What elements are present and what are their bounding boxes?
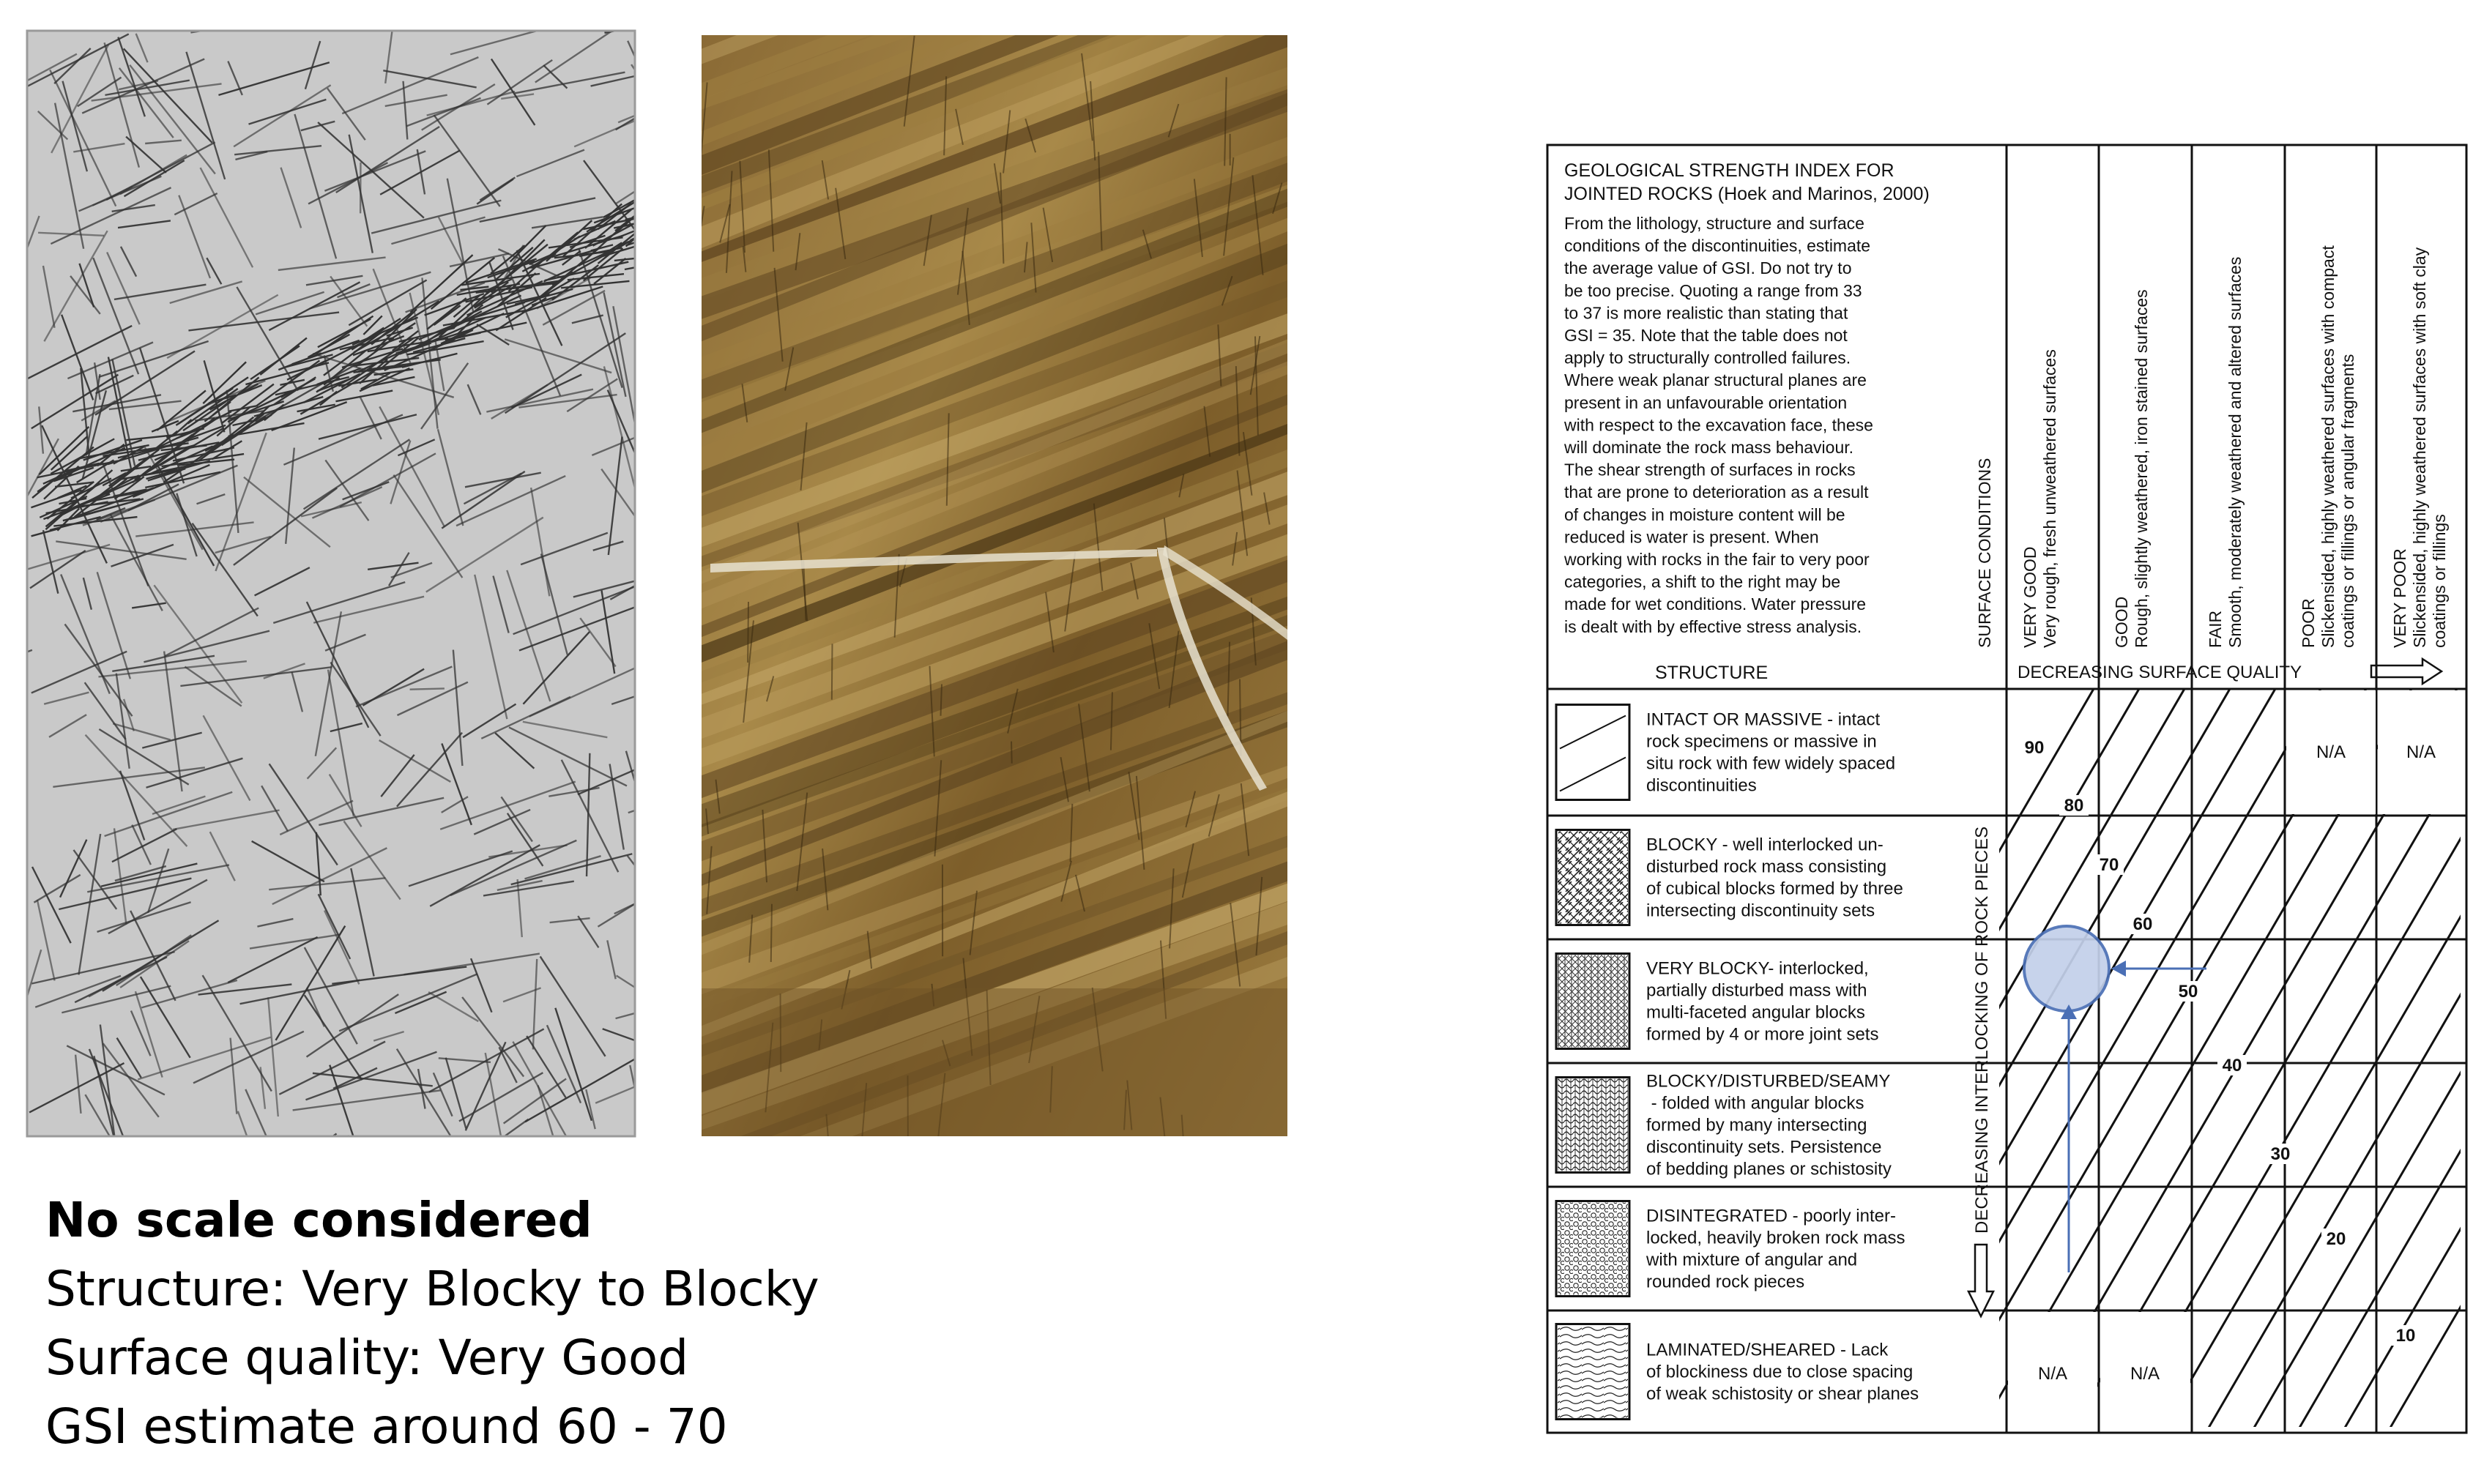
description-line: Where weak planar structural planes are	[1564, 370, 1867, 390]
very-blocky-icon	[1556, 954, 1629, 1049]
description-line: with respect to the excavation face, these	[1564, 415, 1873, 435]
surface-column-header: POORSlickensided, highly weathered surfaces with compactcoatings or fillings or angular fragments	[2299, 245, 2357, 648]
blocky-icon	[1556, 830, 1629, 925]
rock-outcrop-photo	[695, 0, 1294, 1192]
gsi-contour-label: 70	[2099, 855, 2119, 875]
observation-notes	[45, 1186, 1144, 1461]
description-line: that are prone to deterioration as a result	[1564, 482, 1869, 502]
surface-conditions-label: SURFACE CONDITIONS	[1975, 458, 1994, 648]
structure-row-text: BLOCKY - well interlocked un-disturbed rock mass consisting of cubical blocks formed by three intersecting discontinuity sets	[1646, 835, 1903, 921]
gsi-contour-label: 30	[2270, 1144, 2291, 1164]
gsi-chart	[1547, 145, 2484, 1433]
na-label-good-laminated: N/A	[2130, 1364, 2160, 1384]
description-line: the average value of GSI. Do not try to	[1564, 258, 1852, 278]
chart-title-line2: JOINTED ROCKS (Hoek and Marinos, 2000)	[1564, 184, 1930, 204]
description-line: GSI = 35. Note that the table does not	[1564, 326, 1848, 345]
surface-column-header: VERY GOODVery rough, fresh unweathered surfaces	[2020, 349, 2059, 648]
intact-massive-icon	[1556, 705, 1629, 800]
gsi-contour-label: 20	[2326, 1229, 2346, 1249]
decreasing-interlocking-label: DECREASING INTERLOCKING OF ROCK PIECES	[1972, 826, 1992, 1234]
na-label-verypoor-intact: N/A	[2406, 742, 2436, 762]
notes-surface-quality: Surface quality: Very Good	[45, 1330, 689, 1386]
description-line: made for wet conditions. Water pressure	[1564, 594, 1867, 614]
description-line: reduced is water is present. When	[1564, 527, 1819, 547]
blocky-disturbed-seamy-icon	[1556, 1078, 1629, 1173]
description-line: be too precise. Quoting a range from 33	[1564, 280, 1862, 300]
chart-title-line1: GEOLOGICAL STRENGTH INDEX FOR	[1564, 160, 1894, 181]
structure-row-text: DISINTEGRATED - poorly inter-locked, heavily broken rock mass with mixture of angular and rounded rock pieces	[1646, 1206, 1905, 1292]
gsi-contour-label: 10	[2395, 1326, 2416, 1346]
gsi-contour-label: 90	[2024, 738, 2045, 758]
gsi-contour-label: 80	[2064, 796, 2084, 816]
na-label-poor-intact: N/A	[2316, 742, 2346, 762]
description-line: to 37 is more realistic than stating that	[1564, 303, 1848, 323]
notes-structure: Structure: Very Blocky to Blocky	[45, 1261, 819, 1317]
structure-heading: STRUCTURE	[1655, 663, 1769, 683]
notes-gsi-estimate: GSI estimate around 60 - 70	[45, 1398, 728, 1455]
structure-row-text: BLOCKY/DISTURBED/SEAMY - folded with angular blocks formed by many intersecting discontinuity sets. Persistence of bedding planes or schistosity	[1646, 1071, 1892, 1179]
gsi-contour-label: 50	[2178, 982, 2198, 1002]
notes-heading: No scale considered	[45, 1192, 592, 1248]
description-line: categories, a shift to the right may be	[1564, 572, 1841, 592]
surface-column-header: VERY POORSlickensided, highly weathered surfaces with soft claycoatings or fillings	[2390, 247, 2449, 648]
description-line: of changes in moisture content will be	[1564, 504, 1845, 524]
chart-description	[1563, 214, 1873, 636]
description-line: present in an unfavourable orientation	[1564, 392, 1848, 412]
gsi-contour-label: 60	[2132, 914, 2153, 934]
laminated-sheared-icon	[1556, 1324, 1629, 1420]
structure-row-text: VERY BLOCKY- interlocked, partially disturbed mass with multi-faceted angular blocks formed by 4 or more joint sets	[1646, 958, 1879, 1045]
description-line: conditions of the discontinuities, estimate	[1564, 236, 1871, 256]
description-line: is dealt with by effective stress analysis.	[1564, 616, 1862, 636]
decreasing-surface-quality-label: DECREASING SURFACE QUALITY	[2018, 663, 2302, 682]
description-line: apply to structurally controlled failures.	[1564, 348, 1851, 368]
joint-trace-sketch-image	[0, 13, 745, 1234]
description-line: The shear strength of surfaces in rocks	[1564, 460, 1856, 480]
surface-column-header: GOODRough, slightly weathered, iron stained surfaces	[2112, 289, 2151, 648]
structure-row-text: INTACT OR MASSIVE - intact rock specimens or massive in situ rock with few widely spaced discontinuities	[1646, 709, 1896, 796]
description-line: will dominate the rock mass behaviour.	[1564, 438, 1854, 457]
description-line: From the lithology, structure and surface	[1564, 214, 1864, 233]
gsi-contour-label: 40	[2222, 1056, 2242, 1075]
surface-column-header: FAIRSmooth, moderately weathered and altered surfaces	[2206, 256, 2245, 648]
description-line: working with rocks in the fair to very poor	[1564, 550, 1870, 569]
disintegrated-icon	[1556, 1201, 1629, 1297]
structure-row-text: LAMINATED/SHEARED - Lack of blockiness due to close spacing of weak schistosity or shear planes	[1646, 1340, 1919, 1404]
na-label-verygood-laminated: N/A	[2037, 1364, 2068, 1384]
